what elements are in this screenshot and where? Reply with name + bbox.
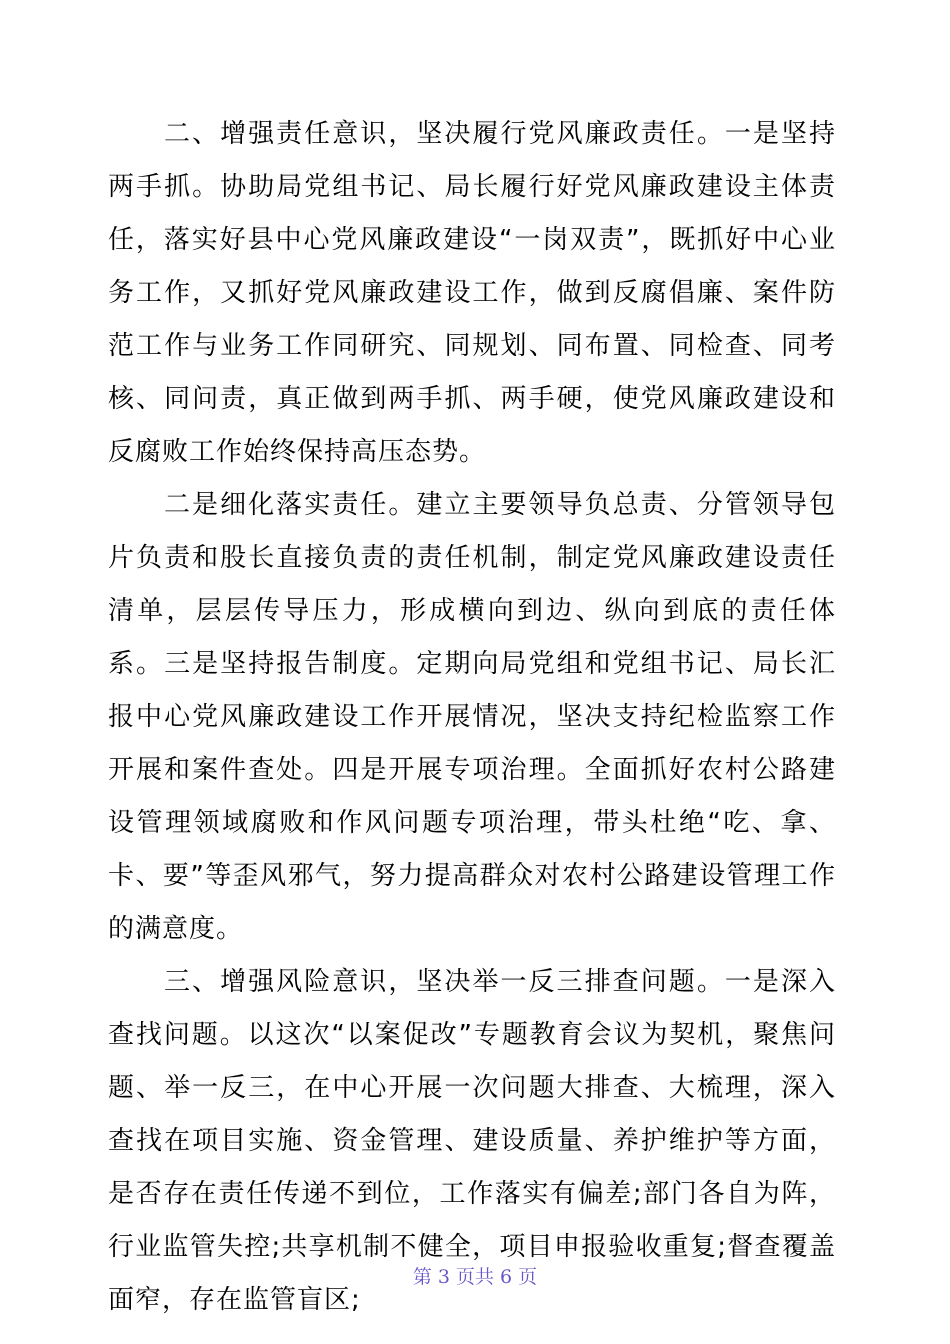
paragraph-refine-responsibility: 二是细化落实责任。建立主要领导负总责、分管领导包片负责和股长直接负责的责任机制，制定党风廉政建设责任清单，层层传导压力，形成横向到边、纵向到底的责任体系。三是坚持报告制度。定期向局党组和党组书记、局长汇报中心党风廉政建设工作开展情况，坚决支持纪检监察工作开展和案件查处。四是开展专项治理。全面抓好农村公路建设管理领域腐败和作风问题专项治理，带头杜绝“吃、拿、卡、要”等歪风邪气，努力提高群众对农村公路建设管理工作的满意度。 bbox=[108, 490, 836, 944]
page-number-footer: 第 3 页共 6 页 bbox=[412, 1266, 538, 1288]
paragraph-risk-awareness: 三、增强风险意识，坚决举一反三排查问题。一是深入查找问题。以这次“以案促改”专题教育会议为契机，聚焦问题、举一反三，在中心开展一次问题大排查、大梳理，深入查找在项目实施、资金管理、建设质量、养护维护等方面，是否存在责任传递不到位，工作落实有偏差;部门各自为阵，行业监管失控;共享机制不健全，项目申报验收重复;督查覆盖面窄，存在监管盲区; bbox=[108, 967, 836, 1315]
document-body bbox=[108, 108, 836, 1327]
paragraph-responsibility: 二、增强责任意识，坚决履行党风廉政责任。一是坚持两手抓。协助局党组书记、局长履行好党风廉政建设主体责任，落实好县中心党风廉政建设“一岗双责”，既抓好中心业务工作，又抓好党风廉政建设工作，做到反腐倡廉、案件防范工作与业务工作同研究、同规划、同布置、同检查、同考核、同问责，真正做到两手抓、两手硬，使党风廉政建设和反腐败工作始终保持高压态势。 bbox=[108, 119, 836, 467]
